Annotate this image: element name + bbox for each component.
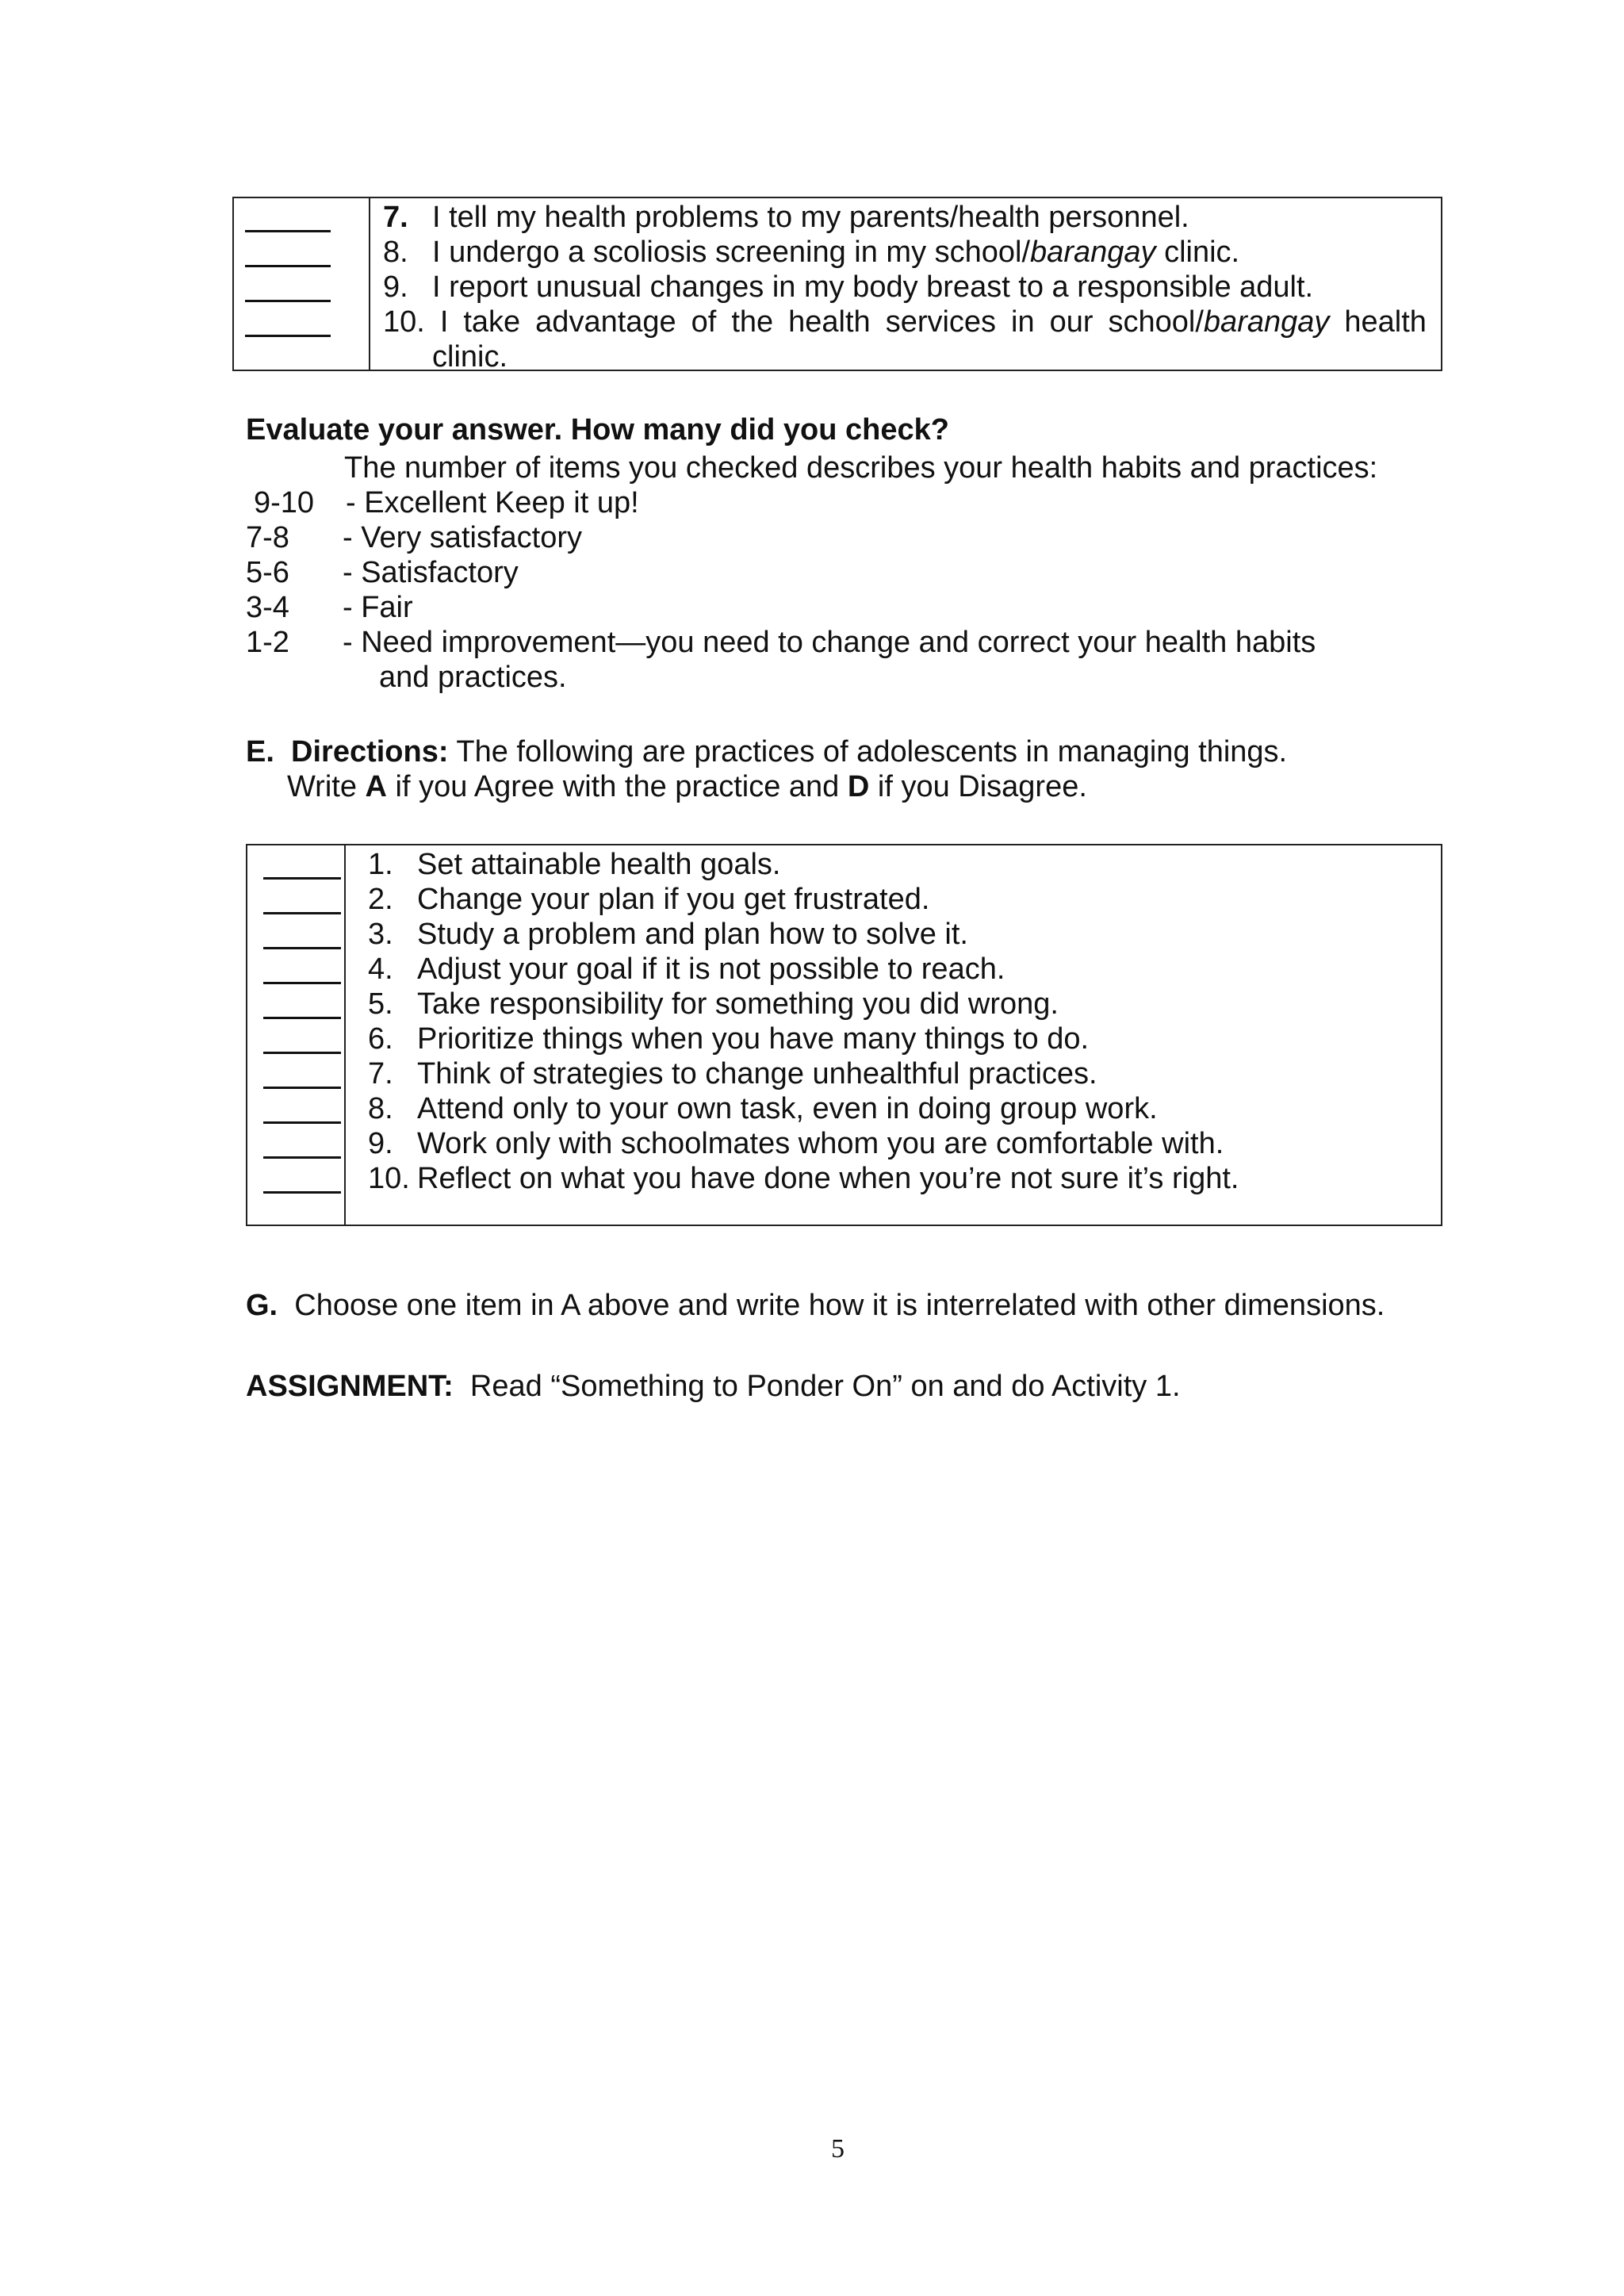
answer-blank[interactable] bbox=[245, 230, 331, 232]
answer-blank[interactable] bbox=[263, 1017, 341, 1019]
list-item: 6. Prioritize things when you have many things to do. bbox=[368, 1022, 1090, 1056]
answer-blank[interactable] bbox=[263, 947, 341, 949]
score-range: 1-2 bbox=[246, 626, 289, 659]
answer-blank[interactable] bbox=[263, 1087, 341, 1089]
evaluate-heading: Evaluate your answer. How many did you check? bbox=[246, 413, 949, 447]
agree-disagree-table bbox=[246, 844, 1442, 1226]
evaluate-intro: The number of items you checked describes your health habits and practices: bbox=[344, 451, 1378, 485]
answer-blank[interactable] bbox=[263, 912, 341, 914]
answer-blank[interactable] bbox=[263, 982, 341, 984]
score-label-continuation: and practices. bbox=[379, 661, 567, 694]
list-item: 2. Change your plan if you get frustrated. bbox=[368, 883, 930, 916]
answer-blank[interactable] bbox=[263, 1156, 341, 1159]
score-range: 9-10 bbox=[254, 486, 315, 519]
section-g: G. Choose one item in A above and write how it is interrelated with other dimensions. bbox=[246, 1289, 1385, 1322]
list-item: 10. Reflect on what you have done when you’re not sure it’s right. bbox=[368, 1162, 1239, 1195]
assignment: ASSIGNMENT: Read “Something to Ponder On” on and do Activity 1. bbox=[246, 1370, 1181, 1403]
list-item: 7. Think of strategies to change unhealthful practices. bbox=[368, 1057, 1097, 1091]
answer-blank[interactable] bbox=[245, 300, 331, 302]
list-item: 1. Set attainable health goals. bbox=[368, 848, 781, 881]
answer-blank[interactable] bbox=[263, 1121, 341, 1124]
score-range: 3-4 bbox=[246, 591, 289, 624]
section-e-instruction: Write A if you Agree with the practice and D if you Disagree. bbox=[287, 770, 1087, 803]
list-item: 7. I tell my health problems to my parents/health personnel. bbox=[383, 201, 1189, 234]
list-item: 4. Adjust your goal if it is not possible to reach. bbox=[368, 953, 1005, 986]
health-checklist-table bbox=[232, 197, 1442, 374]
score-label: - Fair bbox=[343, 591, 413, 624]
list-item: 3. Study a problem and plan how to solve it. bbox=[368, 918, 968, 951]
page-number: 5 bbox=[831, 2134, 845, 2164]
table-divider bbox=[369, 198, 370, 370]
answer-blank[interactable] bbox=[245, 335, 331, 337]
list-item: 9. I report unusual changes in my body breast to a responsible adult. bbox=[383, 270, 1314, 304]
score-range: 7-8 bbox=[246, 521, 289, 554]
answer-blank[interactable] bbox=[263, 877, 341, 880]
list-item-continuation: clinic. bbox=[432, 340, 508, 374]
score-label: - Excellent Keep it up! bbox=[346, 486, 639, 519]
list-item: 8. I undergo a scoliosis screening in my school/barangay clinic. bbox=[383, 236, 1240, 269]
list-item: 10. I take advantage of the health services in our school/barangay health bbox=[383, 305, 1427, 339]
table-divider bbox=[344, 845, 346, 1225]
answer-blank[interactable] bbox=[263, 1052, 341, 1054]
list-item: 9. Work only with schoolmates whom you are comfortable with. bbox=[368, 1127, 1224, 1160]
list-item: 5. Take responsibility for something you did wrong. bbox=[368, 987, 1059, 1021]
list-item: 8. Attend only to your own task, even in doing group work. bbox=[368, 1092, 1158, 1125]
score-label: - Satisfactory bbox=[343, 556, 519, 589]
score-range: 5-6 bbox=[246, 556, 289, 589]
score-label: - Very satisfactory bbox=[343, 521, 582, 554]
answer-blank[interactable] bbox=[263, 1191, 341, 1194]
school-barangay-word: school/barangay bbox=[1108, 305, 1330, 339]
section-e-directions: E. Directions: The following are practices of adolescents in managing things. bbox=[246, 735, 1288, 769]
answer-blank[interactable] bbox=[245, 265, 331, 267]
score-label: - Need improvement—you need to change and correct your health habits bbox=[343, 626, 1316, 659]
